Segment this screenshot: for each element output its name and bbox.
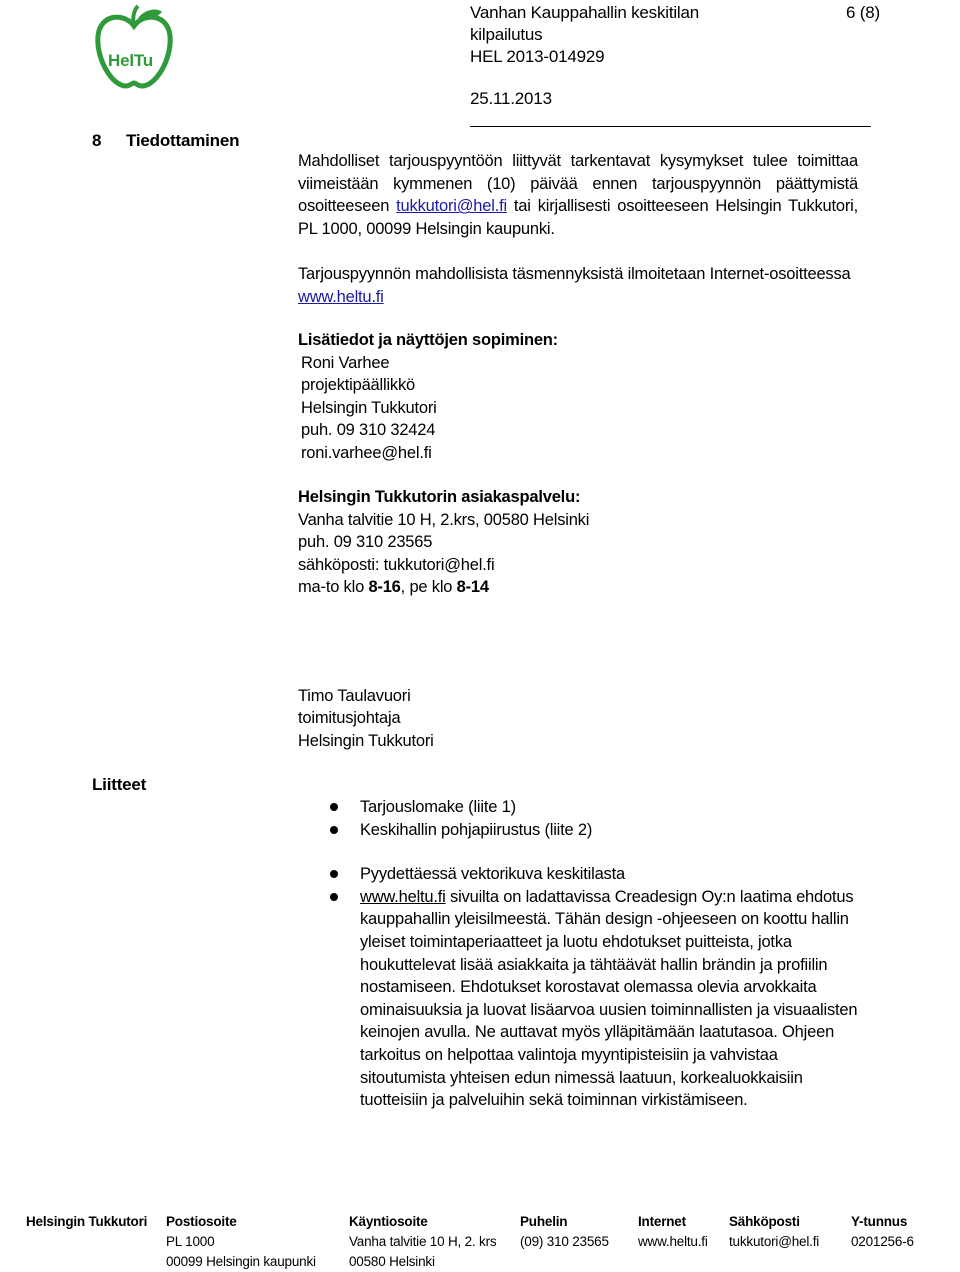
footer-email: Sähköposti tukkutori@hel.fi [729,1214,820,1249]
heltu-link[interactable]: www.heltu.fi [360,887,446,906]
heltu-logo [94,4,174,94]
contact-organization: Helsingin Tukkutori [301,398,437,417]
page-number: 6 (8) [846,3,880,22]
attachments-label: Liitteet [92,775,147,794]
opening-hours: ma-to klo 8-16, pe klo 8-14 [298,578,489,597]
contact-details [301,352,437,464]
header-title-line1: Vanhan Kauppahallin keskitilan [470,3,700,22]
customer-service-email: sähköposti: tukkutori@hel.fi [298,555,495,574]
header-date: 25.11.2013 [470,89,552,108]
bullet-icon [330,803,338,811]
customer-service-address: Vanha talvitie 10 H, 2.krs, 00580 Helsinki [298,511,590,529]
signature-organization: Helsingin Tukkutori [298,731,434,750]
contact-title: Lisätiedot ja näyttöjen sopiminen: [298,331,558,349]
website-link[interactable]: www.heltu.fi [298,287,384,306]
email-link[interactable]: tukkutori@hel.fi [396,197,507,216]
footer-postal: Postiosoite PL 1000 00099 Helsingin kaupunki [166,1214,316,1269]
list-item: www.heltu.fi sivuilta on ladattavissa Creadesign Oy:n laatima ehdotus kauppahallin yleisilmeestä. Tähän design -ohjeeseen on koottu hallin yleiset toimintaperiaatteet ja luotu ehdotukset puitteista, jotka houkuttelevat lisää asiakkaita ja tähtäävät hallin brändin ja profiilin nostamiseen. Ehdotukset korostavat olemassa olevia arvokkaita ominaisuuksia ja luovat lisäarvoa uusien toiminnallisten ja visuaalisten keinojen avulla. Ne auttavat myös ylläpitämään laatutasoa. Ohjeen tarkoitus on helpottaa valintoja myyntipisteisiin ja vahvistaa sitoutumista yhteisen edun nimessä laatuun, korkealuokkaisiin tuotteisiin ja palveluihin sekä toiminnan virkistämiseen. [330,886,860,1112]
section-title: Tiedottaminen [126,131,240,150]
contact-name: Roni Varhee [301,354,390,372]
list-item: Tarjouslomake (liite 1) [330,796,860,819]
customer-service-title: Helsingin Tukkutorin asiakaspalvelu: [298,488,581,506]
footer-business-id: Y-tunnus 0201256-6 [851,1214,914,1249]
header-title-line2: kilpailutus [470,25,543,44]
paragraph-updates-text: Tarjouspyynnön mahdollisista täsmennyksistä ilmoitetaan Internet-osoitteessa [298,265,851,283]
paragraph-questions-text-b: tai kirjallisesti osoitteeseen Helsingin Tukkutori, PL 1000, 00099 Helsingin kaupunki. [298,197,858,238]
svg-text:HelTu: HelTu [108,51,153,70]
footer-organization: Helsingin Tukkutori [26,1214,148,1229]
signature-role: toimitusjohtaja [298,709,401,728]
bullet-icon [330,870,338,878]
section-number: 8 [92,131,102,150]
footer-internet: Internet www.heltu.fi [638,1214,708,1249]
paragraph-questions [298,150,858,240]
paragraph-updates [298,263,858,308]
list-gap [330,841,860,863]
header-reference: HEL 2013-014929 [470,47,605,66]
customer-service-details [298,509,589,599]
signature-name: Timo Taulavuori [298,687,411,705]
bullet-icon [330,826,338,834]
attachments-list [330,796,860,1112]
paragraph-questions-text-a: Mahdolliset tarjouspyyntöön liittyvät tarkentavat kysymykset tulee toimittaa viimeistään kymmenen (10) päivää ennen tarjouspyynnön päättymistä osoitteeseen [298,152,858,216]
header-rule [470,126,871,127]
customer-service-phone: puh. 09 310 23565 [298,533,433,552]
contact-phone: puh. 09 310 32424 [301,421,436,440]
signature-block [298,685,434,752]
list-item: Pyydettäessä vektorikuva keskitilasta [330,863,860,886]
list-item: Keskihallin pohjapiirustus (liite 2) [330,819,860,842]
footer-phone: Puhelin (09) 310 23565 [520,1214,609,1249]
contact-email: roni.varhee@hel.fi [301,443,432,462]
bullet-icon [330,893,338,901]
contact-role: projektipäällikkö [301,376,415,395]
footer-visiting-address: Käyntiosoite Vanha talvitie 10 H, 2. krs 00580 Helsinki [349,1214,497,1269]
